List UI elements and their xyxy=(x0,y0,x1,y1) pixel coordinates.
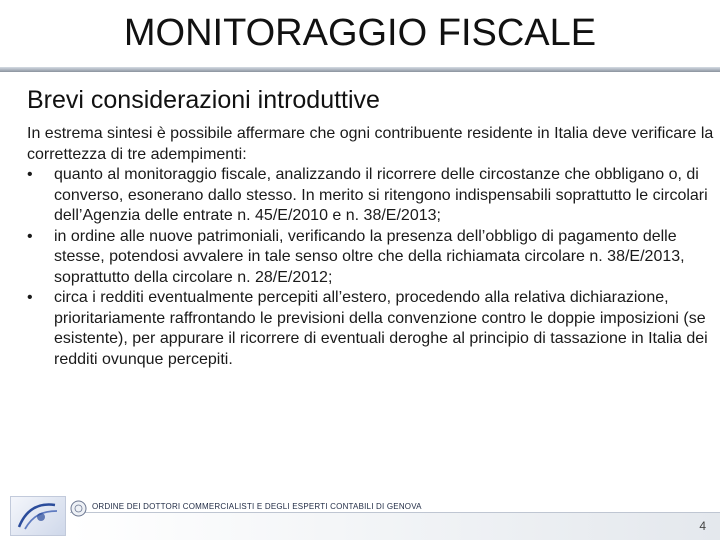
bullet-item xyxy=(27,227,717,289)
bullet-list xyxy=(27,165,717,370)
order-logo-graphic xyxy=(11,497,65,535)
slide-body xyxy=(27,124,717,370)
footer-bar xyxy=(70,513,720,540)
order-logo-icon xyxy=(10,496,66,536)
seal-graphic xyxy=(70,500,87,517)
bullet-icon: • xyxy=(27,227,33,245)
seal-icon xyxy=(70,500,87,517)
bullet-text: in ordine alle nuove patrimoniali, verificando la presenza dell’obbligo di pagamento delle stesse, potendosi avvalere in tale senso oltre che della richiamata circolare n. 38/E/2013, soprattutto della circolare n. 28/E/2012; xyxy=(54,227,685,286)
footer-organization: ORDINE DEI DOTTORI COMMERCIALISTI E DEGLI ESPERTI CONTABILI DI GENOVA xyxy=(92,502,422,511)
bullet-item xyxy=(27,165,717,227)
bullet-text: quanto al monitoraggio fiscale, analizzando il ricorrere delle circostanze che obbligano o, di converso, esonerano dallo stesso. In merito si ritengono indispensabili soprattutto le circolari dell’Agenzia delle entrate n. 45/E/2010 e n. 38/E/2013; xyxy=(54,166,708,224)
title-divider xyxy=(0,67,720,72)
intro-text: In estrema sintesi è possibile affermare che ogni contribuente residente in Italia deve verificare la correttezza di tre adempimenti: xyxy=(27,125,714,163)
slide-title: MONITORAGGIO FISCALE xyxy=(123,12,597,54)
intro-paragraph xyxy=(27,124,717,165)
bullet-text: circa i redditi eventualmente percepiti all’estero, procedendo alla relativa dichiarazione, prioritariamente raffrontando le previsioni della convenzione contro le doppie imposizioni (se esistente), per appurare il ricorrere di eventuali deroghe al principio di tassazione in Italia dei redditi ovunque percepiti. xyxy=(54,289,708,368)
bullet-item xyxy=(27,288,717,370)
page-number: 4 xyxy=(699,519,706,533)
bullet-icon: • xyxy=(27,289,33,306)
bullet-icon: • xyxy=(27,166,33,183)
slide-subtitle: Brevi considerazioni introduttive xyxy=(27,86,380,114)
